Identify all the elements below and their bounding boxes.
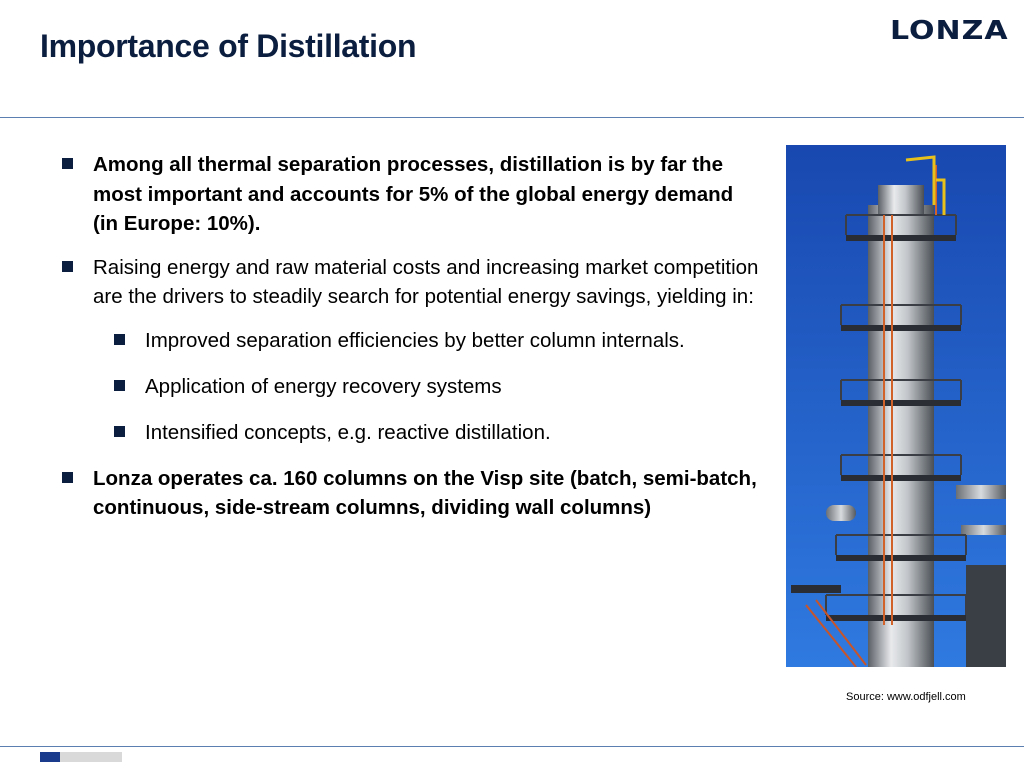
lonza-logo: LONZA	[890, 16, 1009, 46]
square-bullet-icon	[114, 380, 125, 391]
sub-bullet-text: Intensified concepts, e.g. reactive distillation.	[145, 420, 551, 444]
footer-accent-grey	[60, 752, 122, 762]
square-bullet-icon	[62, 261, 73, 272]
bullet-list	[62, 150, 762, 537]
bullet-item	[62, 464, 762, 523]
image-source-caption: Source: www.odfjell.com	[846, 691, 966, 703]
square-bullet-icon	[114, 334, 125, 345]
square-bullet-icon	[114, 426, 125, 437]
header-divider	[0, 117, 1024, 118]
footer-accent-blue	[40, 752, 60, 762]
slide-title: Importance of Distillation	[40, 28, 417, 64]
bullet-text: Raising energy and raw material costs and increasing market competition are the drivers to steadily search for potential energy savings, yielding in:	[93, 255, 759, 308]
sub-bullet-item	[62, 372, 762, 402]
sub-bullet-item	[62, 326, 762, 356]
sub-bullet-text: Improved separation efficiencies by better column internals.	[145, 328, 685, 352]
bullet-text: Lonza operates ca. 160 columns on the Visp site (batch, semi-batch, continuous, side-stream columns, dividing wall columns)	[93, 466, 757, 519]
sub-bullet-text: Application of energy recovery systems	[145, 374, 502, 398]
square-bullet-icon	[62, 472, 73, 483]
distillation-column-photo	[786, 145, 1006, 667]
footer-divider	[0, 746, 1024, 747]
bullet-item	[62, 253, 762, 312]
square-bullet-icon	[62, 158, 73, 169]
bullet-item	[62, 150, 762, 239]
sub-bullet-item	[62, 418, 762, 448]
bullet-text: Among all thermal separation processes, distillation is by far the most important and accounts for 5% of the global energy demand (in Europe: 10%).	[93, 153, 734, 235]
